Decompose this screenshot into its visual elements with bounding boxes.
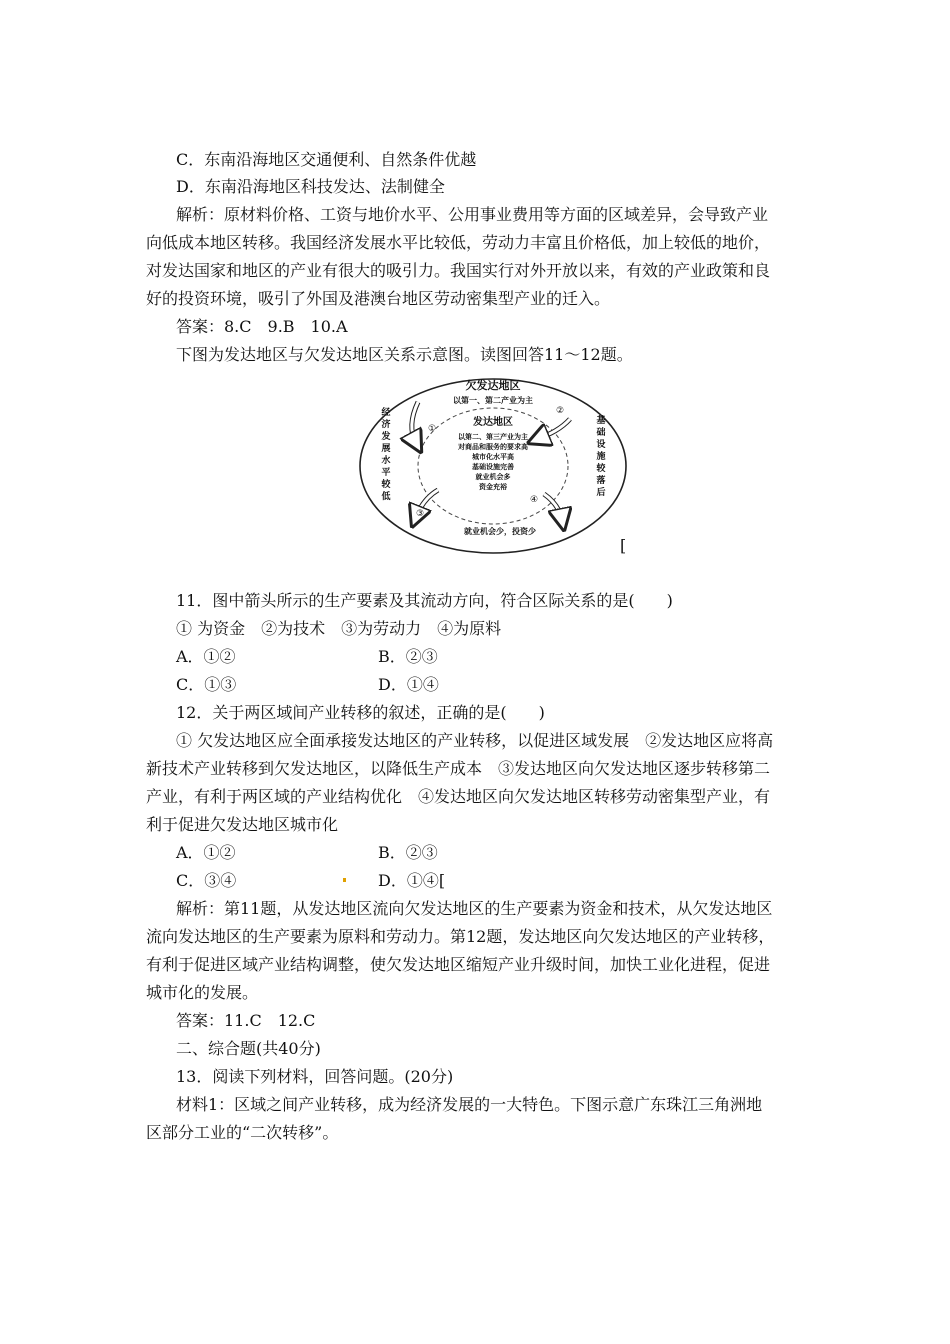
- answer-line: 答案：11.C 12.C: [176, 1011, 316, 1030]
- explanation-line: 向低成本地区转移。我国经济发展水平比较低，劳动力丰富且价格低，加上较低的地价，: [146, 233, 771, 252]
- explanation-line: 解析：原材料价格、工资与地价水平、公用事业费用等方面的区域差异，会导致产业: [176, 205, 769, 224]
- option-c: C．①③: [176, 675, 237, 694]
- right-vertical-char: 基: [596, 416, 606, 426]
- material-1-line: 区部分工业的“二次转移”。: [146, 1123, 339, 1142]
- right-vertical-char: 施: [596, 452, 606, 462]
- right-vertical-char: 后: [596, 488, 606, 498]
- q12-option-row: [176, 871, 866, 891]
- left-vertical-char: 经: [381, 408, 391, 418]
- q12-option-row: [176, 843, 866, 863]
- material-1-line: 材料1：区域之间产业转移，成为经济发展的一大特色。下图示意广东珠江三角洲地: [176, 1095, 763, 1114]
- question-12-text: 产业，有利于两区域的产业结构优化 ④发达地区向欠发达地区转移劳动密集型产业，有: [146, 787, 771, 806]
- left-vertical-text: [380, 406, 391, 502]
- right-vertical-text: [595, 414, 606, 498]
- explanation-line: 好的投资环境，吸引了外国及港澳台地区劳动密集型产业的迁入。: [146, 289, 611, 308]
- explanation-line: 城市化的发展。: [146, 983, 259, 1002]
- outer-title: 欠发达地区: [465, 379, 521, 392]
- right-vertical-char: 较: [596, 464, 606, 474]
- left-vertical-char: 平: [381, 468, 391, 478]
- arrow-label-3: ③: [416, 509, 425, 519]
- left-vertical-char: 较: [381, 480, 391, 490]
- question-11: 11．图中箭头所示的生产要素及其流动方向，符合区际关系的是( ): [176, 591, 673, 610]
- option-d: D．①④[: [378, 871, 446, 890]
- inner-description-line: 以第二、第三产业为主: [458, 433, 528, 441]
- option-c: C．③④: [176, 871, 237, 890]
- inner-description: [457, 432, 528, 491]
- arrow-label-1: ①: [428, 424, 437, 434]
- left-vertical-char: 发: [381, 432, 391, 442]
- question-11-items: ① 为资金 ②为技术 ③为劳动力 ④为原料: [176, 619, 502, 638]
- section-heading: 二、综合题(共40分): [176, 1039, 321, 1058]
- option-b: B．②③: [378, 647, 438, 666]
- figure-intro: 下图为发达地区与欠发达地区关系示意图。读图回答11～12题。: [176, 345, 633, 364]
- explanation-line: 流向发达地区的生产要素为原料和劳动力。第12题，发达地区向欠发达地区的产业转移，: [146, 927, 775, 946]
- inner-description-line: 就业机会多: [475, 473, 511, 481]
- left-vertical-char: 展: [381, 444, 391, 454]
- question-13: 13．阅读下列材料，回答问题。(20分): [176, 1067, 454, 1086]
- right-vertical-char: 落: [596, 476, 606, 486]
- answer-line: 答案：8.C 9.B 10.A: [176, 317, 348, 336]
- explanation-line: 解析：第11题，从发达地区流向欠发达地区的生产要素为资金和技术，从欠发达地区: [176, 899, 773, 918]
- right-vertical-char: 设: [596, 440, 606, 450]
- left-vertical-char: 水: [381, 456, 391, 466]
- left-vertical-char: 低: [381, 492, 391, 502]
- arrow-label-2: ②: [556, 406, 565, 416]
- arrow-label-4: ④: [530, 495, 539, 505]
- option-b: B．②③: [378, 843, 438, 862]
- inner-description-line: 资金充裕: [479, 483, 507, 491]
- left-vertical-char: 济: [381, 420, 391, 430]
- inner-title: 发达地区: [473, 417, 513, 428]
- option-a: A．①②: [176, 843, 236, 862]
- option-d-line: D．东南沿海地区科技发达、法制健全: [176, 177, 445, 196]
- ink-speck: [343, 878, 346, 882]
- inner-description-line: 基础设施完善: [472, 463, 514, 471]
- explanation-line: 有利于促进区域产业结构调整，使欠发达地区缩短产业升级时间，加快工业化进程，促进: [146, 955, 771, 974]
- question-12: 12．关于两区域间产业转移的叙述，正确的是( ): [176, 703, 545, 722]
- inner-description-line: 城市化水平高: [472, 453, 514, 461]
- question-12-text: 新技术产业转移到欠发达地区，以降低生产成本 ③发达地区向欠发达地区逐步转移第二: [146, 759, 771, 778]
- explanation-line: 对发达国家和地区的产业有很大的吸引力。我国实行对外开放以来，有效的产业政策和良: [146, 261, 771, 280]
- question-12-text: 利于促进欠发达地区城市化: [146, 815, 339, 834]
- stray-bracket: [: [620, 536, 627, 555]
- outer-subtitle: 以第一、第二产业为主: [453, 396, 533, 405]
- option-d: D．①④: [378, 675, 439, 694]
- bottom-text: 就业机会少，投资少: [464, 527, 536, 536]
- q11-option-row: [176, 647, 866, 667]
- inner-description-line: 对商品和服务的要求高: [458, 443, 528, 451]
- right-vertical-char: 础: [596, 428, 606, 438]
- option-c-line: C．东南沿海地区交通便利、自然条件优越: [176, 150, 477, 169]
- q11-option-row: [176, 675, 866, 695]
- region-relation-diagram: [358, 377, 628, 555]
- question-12-text: ① 欠发达地区应全面承接发达地区的产业转移，以促进区域发展 ②发达地区应将高: [176, 731, 774, 750]
- option-a: A．①②: [176, 647, 236, 666]
